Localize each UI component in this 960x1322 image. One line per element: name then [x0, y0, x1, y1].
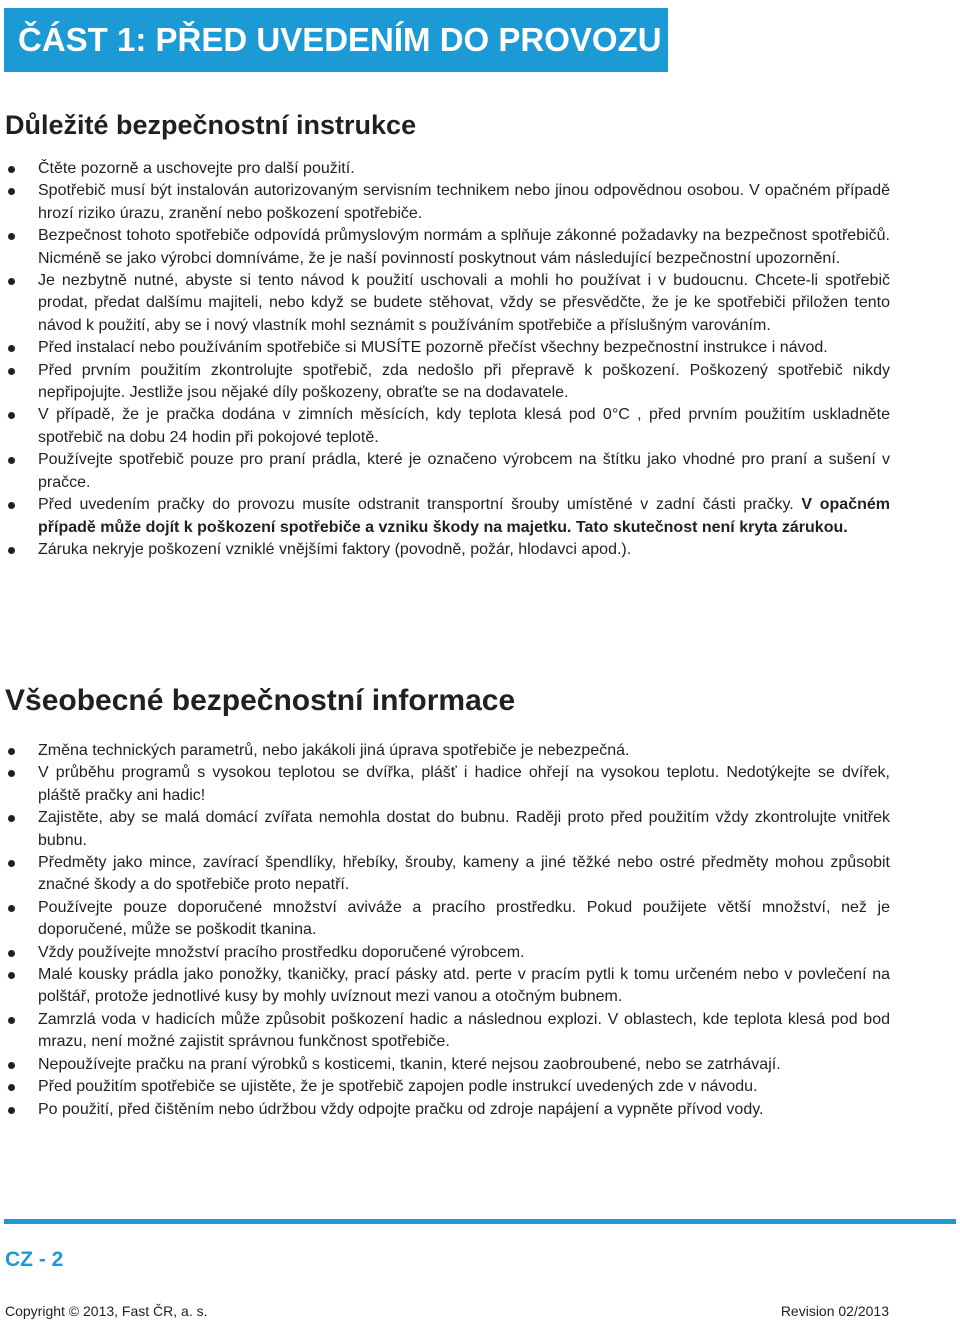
bullet-icon [8, 166, 15, 173]
general-safety-list [0, 740, 890, 1121]
footer-divider [4, 1219, 956, 1224]
list-item: V případě, že je pračka dodána v zimních měsících, kdy teplota klesá pod 0°C , před prvním použitím uskladněte spotřebič na dobu 24 hodin při pokojové teplotě. [0, 404, 890, 449]
list-item: V průběhu programů s vysokou teplotou se dvířka, plášť i hadice ohřejí na vysokou teplotu. Nedotýkejte se dvířek, pláště pračky ani hadic! [0, 762, 890, 807]
list-item: Malé kousky prádla jako ponožky, tkaničky, prací pásky atd. perte v pracím pytli k tomu určeném nebo v povlečení na polštář, protože jednotlivé kusy by mohly uvíznout mezi vanou a otočným bubnem. [0, 964, 890, 1009]
bullet-icon [8, 1062, 15, 1069]
list-item: Po použití, před čištěním nebo údržbou vždy odpojte pračku od zdroje napájení a vypněte přívod vody. [0, 1099, 890, 1121]
copyright-notice: Copyright © 2013, Fast ČR, a. s. [5, 1303, 208, 1319]
list-item: Bezpečnost tohoto spotřebiče odpovídá průmyslovým normám a splňuje zákonné požadavky na bezpečnost spotřebičů. Nicméně se jako výrobci domníváme, že je naší povinností poskytnout vám následující bezpečnostní upozornění. [0, 225, 890, 270]
heading-important-safety: Důležité bezpečnostní instrukce [5, 110, 417, 140]
bullet-icon [8, 1017, 15, 1024]
bullet-icon [8, 412, 15, 419]
section-title: ČÁST 1: PŘED UVEDENÍM DO PROVOZU [18, 21, 662, 58]
list-item: Vždy používejte množství pracího prostředku doporučené výrobcem. [0, 942, 890, 964]
bullet-icon [8, 770, 15, 777]
bullet-icon [8, 368, 15, 375]
list-item: Čtěte pozorně a uschovejte pro další použití. [0, 158, 890, 180]
bullet-icon [8, 950, 15, 957]
list-item: Před uvedením pračky do provozu musíte odstranit transportní šrouby umístěné v zadní části pračky. V opačném případě může dojít k poškození spotřebiče a vzniku škody na majetku. Tato skutečnost není kryta zárukou. [0, 494, 890, 539]
bullet-icon [8, 502, 15, 509]
list-item: Nepoužívejte pračku na praní výrobků s kosticemi, tkanin, které nejsou zaobroubené, nebo se zatrhávají. [0, 1054, 890, 1076]
list-item: Je nezbytně nutné, abyste si tento návod k použití uschovali a mohli ho používat i v budoucnu. Chcete-li spotřebič prodat, předat dalšímu majiteli, nebo když se budete stěhovat, vždy se přesvědčte, že je ke spotřebiči přiložen tento návod k použití, aby se i nový vlastník mohl seznámit s používáním spotřebiče a příslušným varováním. [0, 270, 890, 337]
list-item: Předměty jako mince, zavírací špendlíky, hřebíky, šrouby, kameny a jiné těžké nebo ostré předměty mohou způsobit značné škody a do spotřebiče proto nepatří. [0, 852, 890, 897]
revision-label: Revision 02/2013 [780, 1303, 889, 1319]
list-item: Změna technických parametrů, nebo jakákoli jiná úprava spotřebiče je nebezpečná. [0, 740, 890, 762]
list-item: Před instalací nebo používáním spotřebiče si MUSÍTE pozorně přečíst všechny bezpečnostní instrukce i návod. [0, 337, 890, 359]
list-item: Zajistěte, aby se malá domácí zvířata nemohla dostat do bubnu. Raději proto před použitím vždy zkontrolujte vnitřek bubnu. [0, 807, 890, 852]
bullet-icon [8, 457, 15, 464]
bullet-icon [8, 278, 15, 285]
bullet-icon [8, 547, 15, 554]
list-item: Používejte spotřebič pouze pro praní prádla, které je označeno výrobcem na štítku jako vhodné pro praní a sušení v pračce. [0, 449, 890, 494]
heading-general-safety: Všeobecné bezpečnostní informace [5, 684, 516, 717]
list-item: Zamrzlá voda v hadicích může způsobit poškození hadic a následnou explozi. V oblastech, kde teplota klesá pod bod mrazu, není možné zajistit správnou funkčnost spotřebiče. [0, 1009, 890, 1054]
list-item: Před použitím spotřebiče se ujistěte, že je spotřebič zapojen podle instrukcí uvedených zde v návodu. [0, 1076, 890, 1098]
page-number: CZ - 2 [5, 1248, 64, 1271]
list-item: Spotřebič musí být instalován autorizovaným servisním technikem nebo jinou odpovědnou osobou. V opačném případě hrozí riziko úrazu, zranění nebo poškození spotřebiče. [0, 180, 890, 225]
bullet-icon [8, 748, 15, 755]
bullet-icon [8, 188, 15, 195]
bullet-icon [8, 1084, 15, 1091]
section-banner [4, 8, 668, 72]
bullet-icon [8, 972, 15, 979]
bullet-icon [8, 860, 15, 867]
warning-text: V opačném případě může dojít k poškození spotřebiče a vzniku škody na majetku. Tato skutečnost není kryta zárukou. [38, 496, 891, 536]
important-safety-list [0, 158, 890, 561]
bullet-icon [8, 345, 15, 352]
list-item: Před prvním použitím zkontrolujte spotřebič, zda nedošlo při přepravě k poškození. Poškozený spotřebič nikdy nepřipojujte. Jestliže jsou nějaké díly poškozeny, obraťte se na dodavatele. [0, 360, 890, 405]
list-item: Používejte pouze doporučené množství aviváže a pracího prostředku. Pokud použijete větší množství, než je doporučené, může se poškodit tkanina. [0, 897, 890, 942]
bullet-icon [8, 905, 15, 912]
bullet-icon [8, 815, 15, 822]
list-item: Záruka nekryje poškození vzniklé vnějšími faktory (povodně, požár, hlodavci apod.). [0, 539, 890, 561]
bullet-icon [8, 233, 15, 240]
bullet-icon [8, 1107, 15, 1114]
